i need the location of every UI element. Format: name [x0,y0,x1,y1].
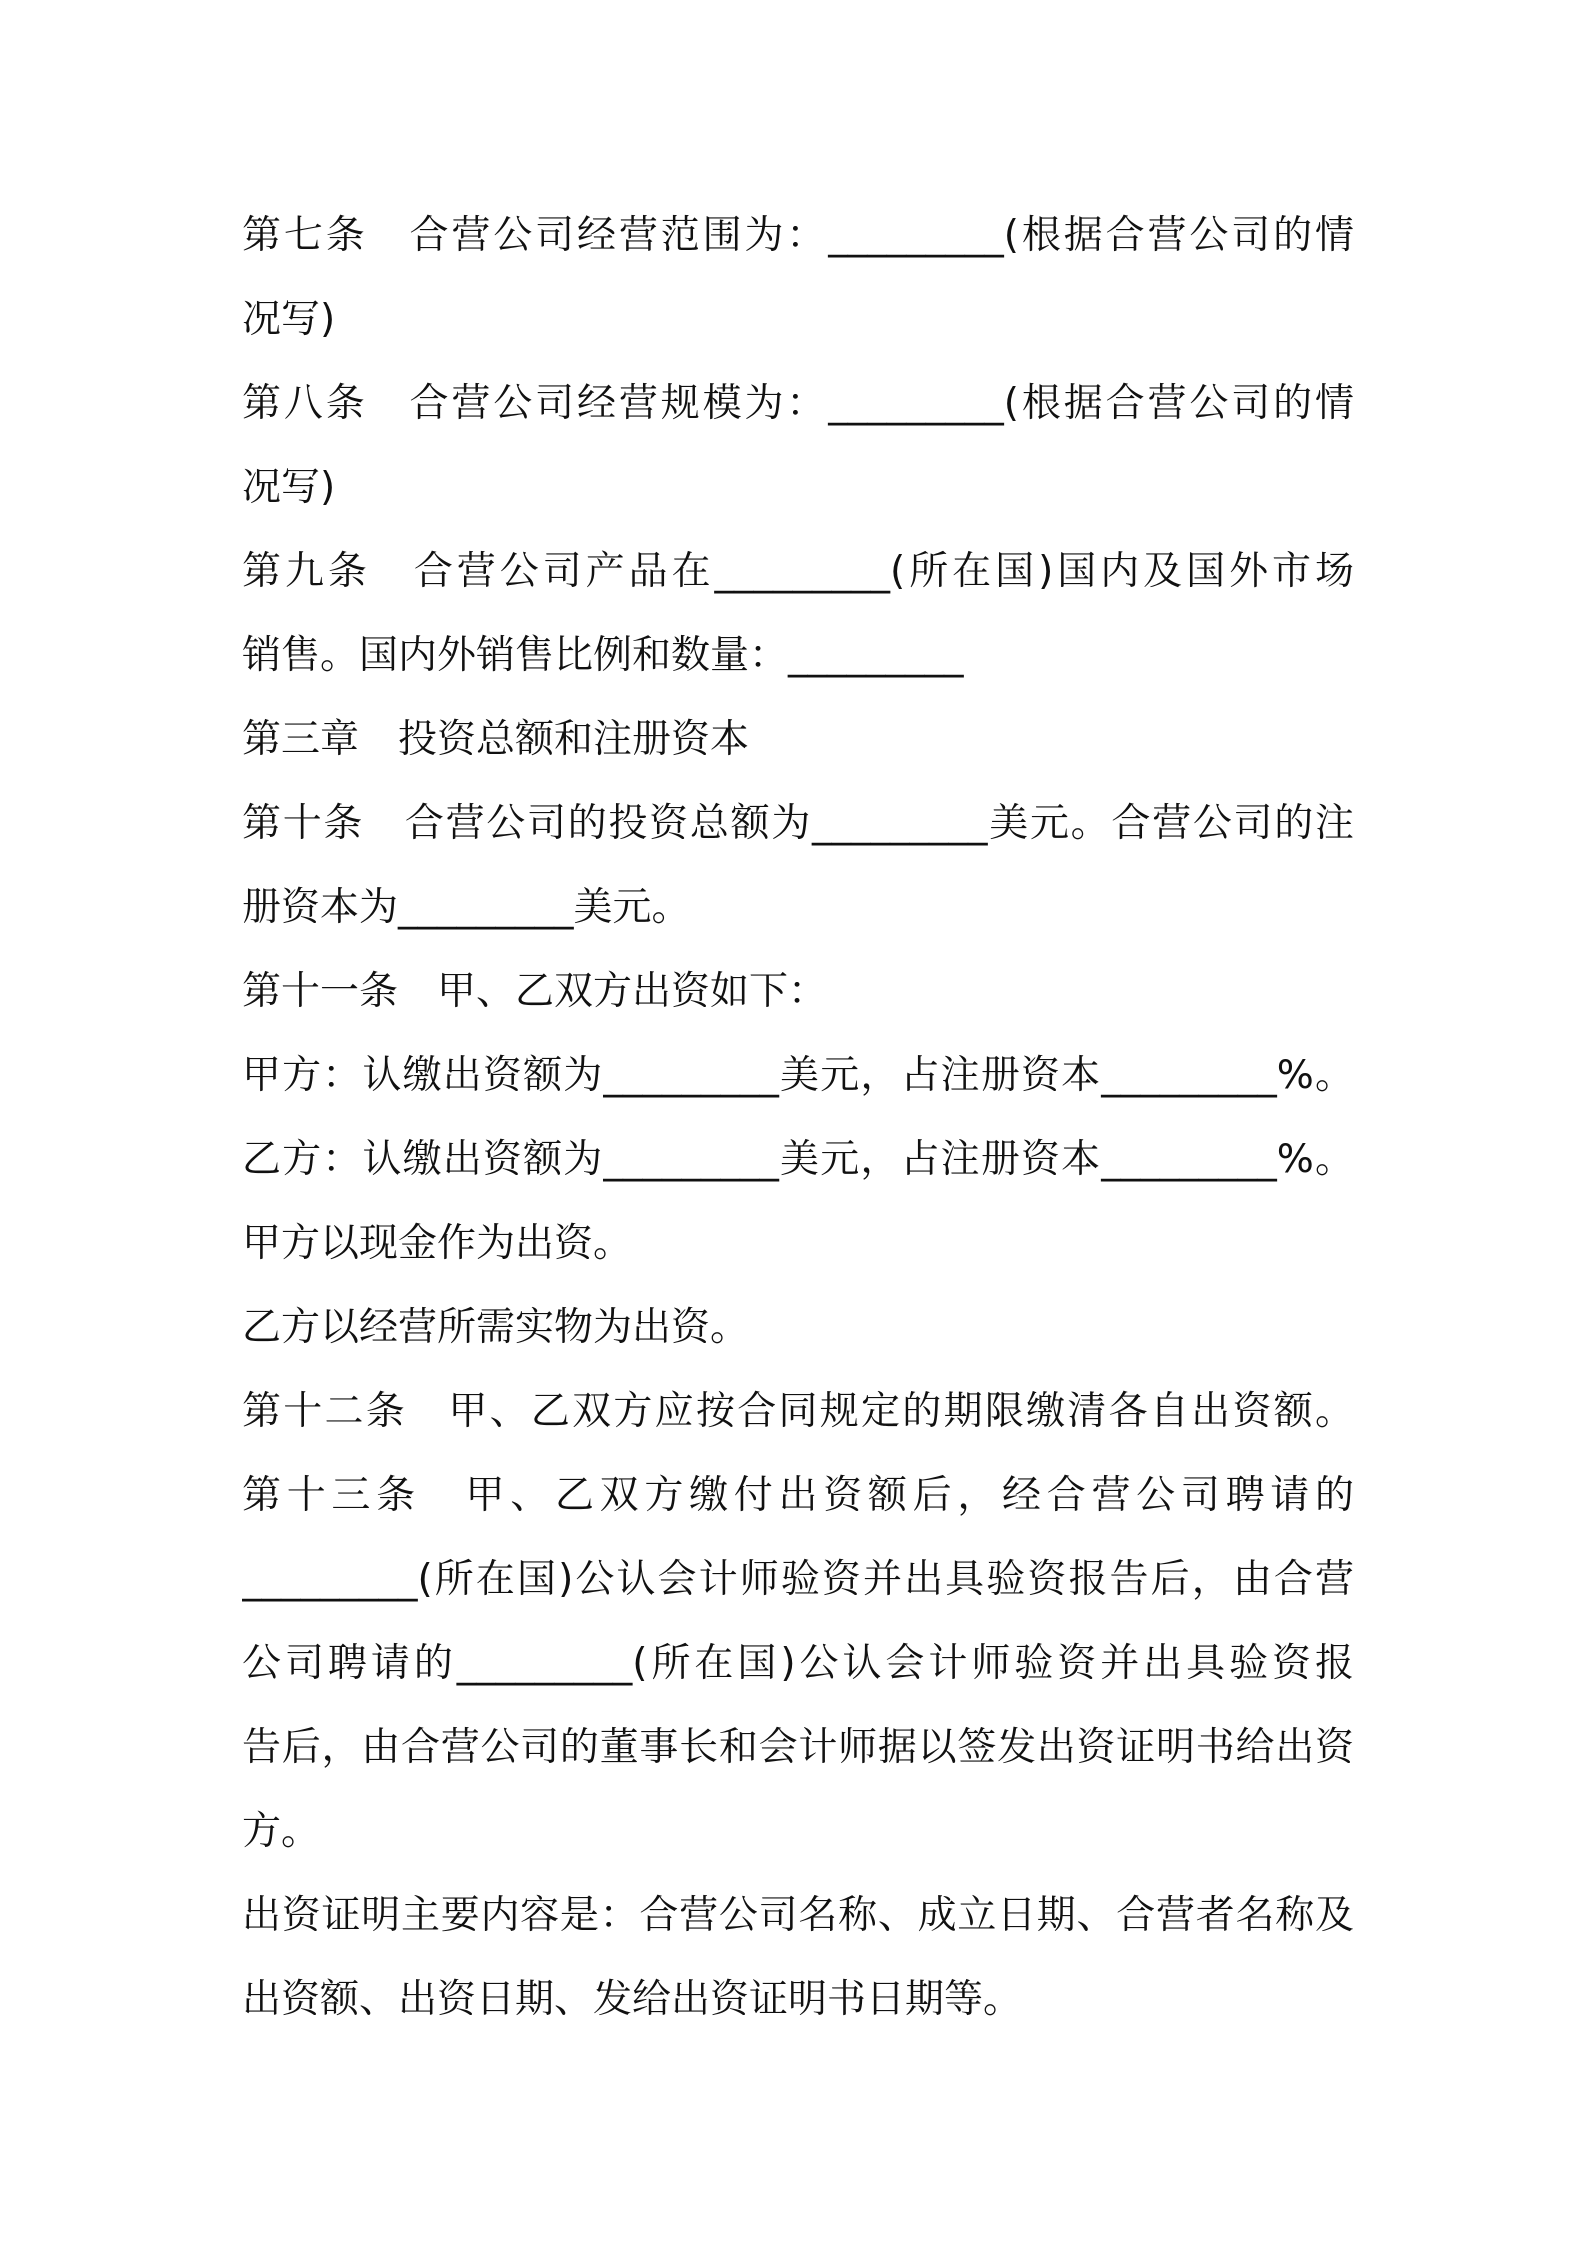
party-a-contribution: 甲方：认缴出资额为_________美元，占注册资本_________%。 [242,1053,1354,1098]
party-b-in-kind-contribution: 乙方以经营所需实物为出资。 [242,1305,750,1350]
document-body [242,194,1354,2042]
article-11-line-1: 第十一条 甲、乙双方出资如下： [242,969,828,1014]
article-13-line-3: 公司聘请的_________(所在国)公认会计师验资并出具验资报 [242,1641,1354,1686]
article-7-line-2: 况写) [242,297,336,342]
chapter-3-heading: 第三章 投资总额和注册资本 [242,717,750,762]
party-a-cash-contribution: 甲方以现金作为出资。 [242,1221,633,1266]
article-10-line-2: 册资本为_________美元。 [242,885,691,930]
certificate-contents-line-2: 出资额、出资日期、发给出资证明书日期等。 [242,1977,1023,2022]
article-9-line-1: 第九条 合营公司产品在_________(所在国)国内及国外市场 [242,549,1354,594]
article-9-line-2: 销售。国内外销售比例和数量：_________ [242,633,964,678]
article-13-line-2: _________(所在国)公认会计师验资并出具验资报告后，由合营 [242,1557,1354,1602]
party-b-contribution: 乙方：认缴出资额为_________美元，占注册资本_________%。 [242,1137,1354,1182]
article-10-line-1: 第十条 合营公司的投资总额为_________美元。合营公司的注 [242,801,1354,846]
article-8-line-1: 第八条 合营公司经营规模为：_________(根据合营公司的情 [242,381,1354,426]
article-7-line-1: 第七条 合营公司经营范围为：_________(根据合营公司的情 [242,213,1354,258]
article-13-line-1: 第十三条 甲、乙双方缴付出资额后，经合营公司聘请的 [242,1473,1354,1518]
article-13-line-4: 告后，由合营公司的董事长和会计师据以签发出资证明书给出资 [242,1725,1354,1770]
article-8-line-2: 况写) [242,465,336,510]
article-13-line-5: 方。 [242,1809,321,1854]
certificate-contents-line-1: 出资证明主要内容是：合营公司名称、成立日期、合营者名称及 [242,1893,1354,1938]
article-12-line-1: 第十二条 甲、乙双方应按合同规定的期限缴清各自出资额。 [242,1389,1354,1434]
